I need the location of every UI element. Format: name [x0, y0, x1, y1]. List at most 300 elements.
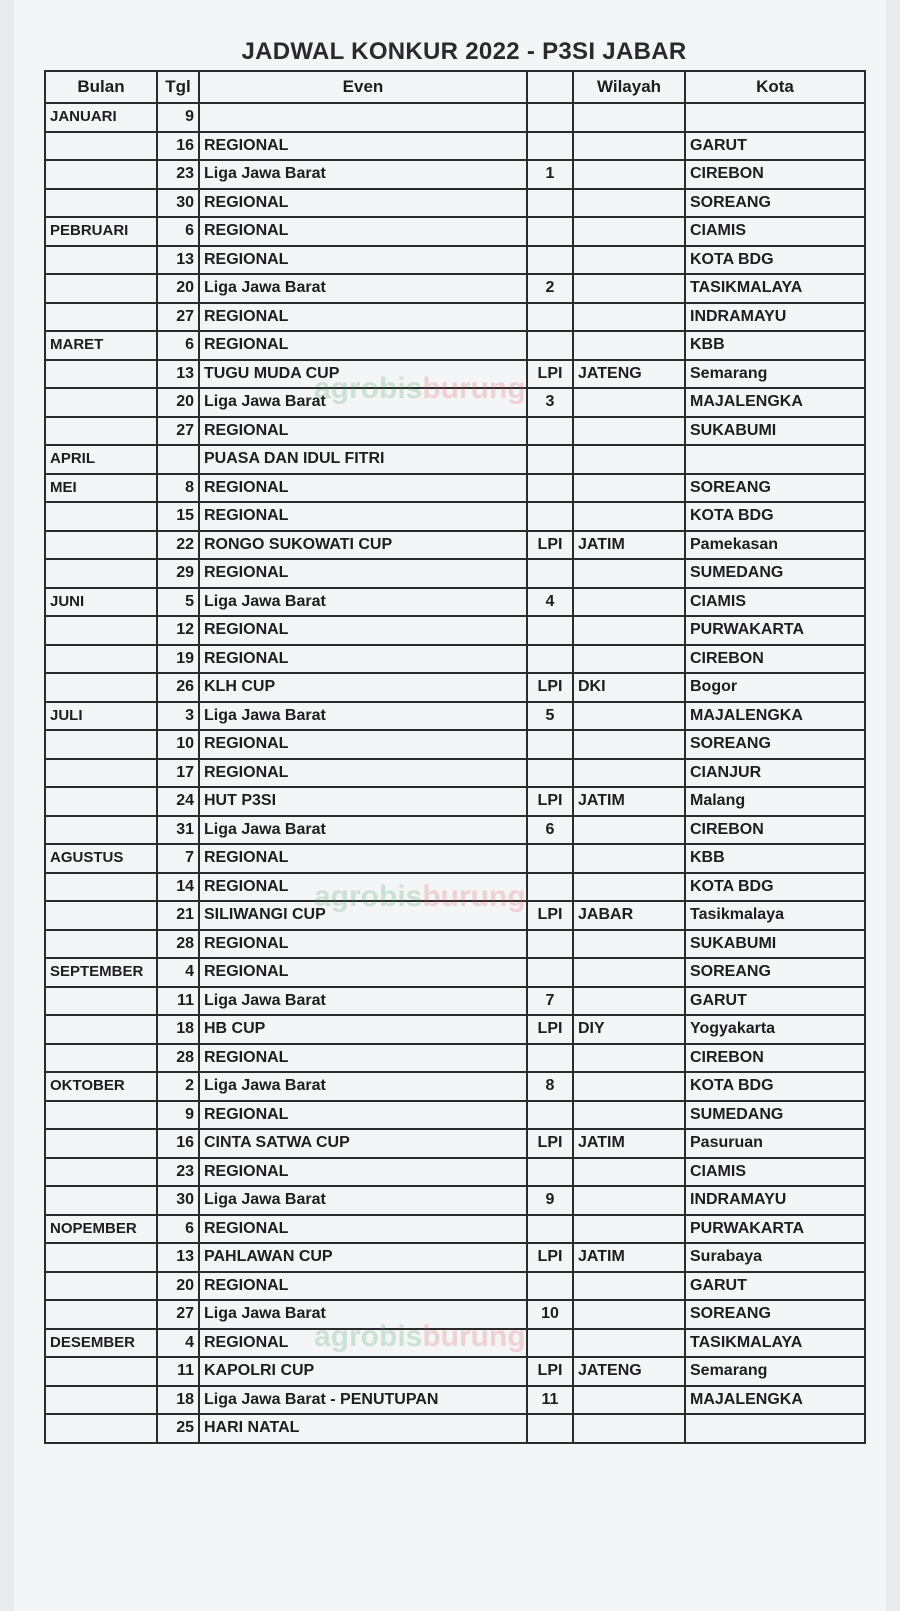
cell-bulan: DESEMBER	[45, 1329, 157, 1358]
schedule-table-header	[45, 71, 865, 103]
cell-bulan	[45, 901, 157, 930]
cell-kota: GARUT	[685, 1272, 865, 1301]
cell-tgl: 30	[157, 189, 199, 218]
cell-bulan: PEBRUARI	[45, 217, 157, 246]
cell-kota: KOTA BDG	[685, 246, 865, 275]
cell-tgl: 27	[157, 303, 199, 332]
cell-wilayah	[573, 588, 685, 617]
cell-even: PUASA DAN IDUL FITRI	[199, 445, 527, 474]
cell-even: REGIONAL	[199, 417, 527, 446]
cell-lpi: 1	[527, 160, 573, 189]
cell-tgl: 27	[157, 417, 199, 446]
cell-bulan	[45, 1300, 157, 1329]
cell-even: REGIONAL	[199, 474, 527, 503]
cell-kota: CIREBON	[685, 816, 865, 845]
table-row	[45, 417, 865, 446]
cell-lpi	[527, 132, 573, 161]
cell-even: Liga Jawa Barat - PENUTUPAN	[199, 1386, 527, 1415]
cell-tgl: 15	[157, 502, 199, 531]
cell-wilayah	[573, 559, 685, 588]
header-lpi	[527, 71, 573, 103]
table-row	[45, 901, 865, 930]
cell-tgl: 18	[157, 1386, 199, 1415]
cell-tgl: 6	[157, 217, 199, 246]
cell-wilayah	[573, 132, 685, 161]
cell-bulan	[45, 1386, 157, 1415]
cell-bulan	[45, 759, 157, 788]
cell-tgl: 13	[157, 246, 199, 275]
cell-lpi	[527, 1414, 573, 1443]
cell-bulan	[45, 388, 157, 417]
cell-even: REGIONAL	[199, 1044, 527, 1073]
cell-wilayah	[573, 816, 685, 845]
cell-bulan	[45, 987, 157, 1016]
cell-wilayah	[573, 1414, 685, 1443]
table-row	[45, 274, 865, 303]
cell-even: REGIONAL	[199, 930, 527, 959]
cell-bulan	[45, 1357, 157, 1386]
cell-kota: KOTA BDG	[685, 502, 865, 531]
cell-bulan: SEPTEMBER	[45, 958, 157, 987]
cell-even: REGIONAL	[199, 217, 527, 246]
cell-lpi	[527, 958, 573, 987]
cell-kota: Pamekasan	[685, 531, 865, 560]
cell-lpi	[527, 844, 573, 873]
cell-kota: KOTA BDG	[685, 873, 865, 902]
cell-bulan: OKTOBER	[45, 1072, 157, 1101]
cell-wilayah	[573, 616, 685, 645]
cell-tgl: 27	[157, 1300, 199, 1329]
cell-wilayah	[573, 702, 685, 731]
table-row	[45, 1414, 865, 1443]
cell-even: TUGU MUDA CUP	[199, 360, 527, 389]
cell-even: PAHLAWAN CUP	[199, 1243, 527, 1272]
cell-kota: SOREANG	[685, 189, 865, 218]
cell-tgl: 10	[157, 730, 199, 759]
cell-kota: SOREANG	[685, 1300, 865, 1329]
cell-bulan	[45, 873, 157, 902]
cell-even	[199, 103, 527, 132]
cell-even: REGIONAL	[199, 246, 527, 275]
cell-even: Liga Jawa Barat	[199, 274, 527, 303]
cell-tgl: 24	[157, 787, 199, 816]
table-row	[45, 1129, 865, 1158]
cell-kota	[685, 445, 865, 474]
table-row	[45, 559, 865, 588]
cell-wilayah	[573, 844, 685, 873]
cell-bulan	[45, 1414, 157, 1443]
cell-lpi: LPI	[527, 1243, 573, 1272]
cell-kota: SOREANG	[685, 474, 865, 503]
cell-tgl: 20	[157, 388, 199, 417]
schedule-table-body	[45, 103, 865, 1443]
cell-even: REGIONAL	[199, 958, 527, 987]
cell-tgl: 23	[157, 1158, 199, 1187]
table-row	[45, 987, 865, 1016]
cell-bulan: MEI	[45, 474, 157, 503]
table-row	[45, 1272, 865, 1301]
cell-bulan	[45, 1129, 157, 1158]
document-title: JADWAL KONKUR 2022 - P3SI JABAR	[241, 38, 687, 65]
table-row	[45, 388, 865, 417]
cell-kota: Malang	[685, 787, 865, 816]
cell-wilayah	[573, 1272, 685, 1301]
cell-kota: Surabaya	[685, 1243, 865, 1272]
cell-wilayah	[573, 217, 685, 246]
table-row	[45, 873, 865, 902]
cell-lpi	[527, 1329, 573, 1358]
cell-even: Liga Jawa Barat	[199, 1186, 527, 1215]
cell-even: Liga Jawa Barat	[199, 1300, 527, 1329]
cell-even: Liga Jawa Barat	[199, 160, 527, 189]
cell-tgl: 17	[157, 759, 199, 788]
cell-lpi	[527, 1158, 573, 1187]
cell-tgl: 29	[157, 559, 199, 588]
table-row	[45, 217, 865, 246]
cell-lpi: 9	[527, 1186, 573, 1215]
cell-wilayah	[573, 1186, 685, 1215]
table-row	[45, 759, 865, 788]
cell-lpi: LPI	[527, 360, 573, 389]
cell-wilayah	[573, 1072, 685, 1101]
cell-wilayah	[573, 930, 685, 959]
cell-bulan: JULI	[45, 702, 157, 731]
table-row	[45, 588, 865, 617]
cell-even: REGIONAL	[199, 331, 527, 360]
cell-lpi: LPI	[527, 901, 573, 930]
cell-tgl: 8	[157, 474, 199, 503]
cell-kota: KBB	[685, 844, 865, 873]
cell-kota: Pasuruan	[685, 1129, 865, 1158]
cell-even: REGIONAL	[199, 873, 527, 902]
cell-tgl: 12	[157, 616, 199, 645]
cell-kota: MAJALENGKA	[685, 702, 865, 731]
cell-wilayah	[573, 1329, 685, 1358]
cell-tgl: 20	[157, 274, 199, 303]
cell-bulan	[45, 1243, 157, 1272]
cell-bulan	[45, 930, 157, 959]
cell-even: REGIONAL	[199, 616, 527, 645]
cell-bulan	[45, 303, 157, 332]
cell-wilayah	[573, 103, 685, 132]
cell-bulan: APRIL	[45, 445, 157, 474]
cell-kota: Semarang	[685, 360, 865, 389]
table-row	[45, 1300, 865, 1329]
cell-bulan: JANUARI	[45, 103, 157, 132]
cell-bulan	[45, 132, 157, 161]
cell-lpi: 4	[527, 588, 573, 617]
cell-lpi: LPI	[527, 1015, 573, 1044]
cell-bulan	[45, 531, 157, 560]
cell-kota: CIAMIS	[685, 1158, 865, 1187]
cell-bulan	[45, 816, 157, 845]
cell-lpi	[527, 645, 573, 674]
cell-even: Liga Jawa Barat	[199, 702, 527, 731]
cell-bulan	[45, 1015, 157, 1044]
table-row	[45, 1072, 865, 1101]
cell-even: REGIONAL	[199, 759, 527, 788]
watermark-part1: agrobis	[314, 1320, 423, 1353]
cell-wilayah	[573, 189, 685, 218]
cell-wilayah	[573, 388, 685, 417]
cell-wilayah	[573, 160, 685, 189]
table-row	[45, 816, 865, 845]
watermark-part2: burung	[422, 1320, 526, 1353]
cell-lpi: LPI	[527, 531, 573, 560]
cell-tgl: 22	[157, 531, 199, 560]
cell-even: REGIONAL	[199, 645, 527, 674]
cell-kota: PURWAKARTA	[685, 1215, 865, 1244]
cell-even: REGIONAL	[199, 502, 527, 531]
cell-tgl: 6	[157, 1215, 199, 1244]
cell-bulan	[45, 189, 157, 218]
cell-bulan	[45, 673, 157, 702]
cell-tgl: 16	[157, 132, 199, 161]
cell-tgl: 20	[157, 1272, 199, 1301]
table-row	[45, 844, 865, 873]
cell-kota: MAJALENGKA	[685, 1386, 865, 1415]
cell-bulan	[45, 1158, 157, 1187]
cell-lpi	[527, 445, 573, 474]
cell-bulan	[45, 1044, 157, 1073]
cell-wilayah	[573, 759, 685, 788]
cell-tgl	[157, 445, 199, 474]
cell-even: REGIONAL	[199, 1215, 527, 1244]
cell-bulan	[45, 246, 157, 275]
cell-kota: CIREBON	[685, 160, 865, 189]
cell-tgl: 5	[157, 588, 199, 617]
cell-bulan	[45, 360, 157, 389]
table-row	[45, 160, 865, 189]
cell-even: Liga Jawa Barat	[199, 1072, 527, 1101]
cell-lpi: 3	[527, 388, 573, 417]
cell-wilayah	[573, 730, 685, 759]
cell-even: REGIONAL	[199, 1272, 527, 1301]
cell-wilayah	[573, 474, 685, 503]
cell-bulan	[45, 160, 157, 189]
cell-tgl: 2	[157, 1072, 199, 1101]
cell-wilayah	[573, 445, 685, 474]
cell-kota: KBB	[685, 331, 865, 360]
table-row	[45, 1386, 865, 1415]
cell-lpi	[527, 873, 573, 902]
cell-bulan	[45, 559, 157, 588]
header-wilayah: Wilayah	[573, 71, 685, 103]
cell-kota	[685, 1414, 865, 1443]
cell-even: HUT P3SI	[199, 787, 527, 816]
cell-kota: SUKABUMI	[685, 417, 865, 446]
cell-lpi: LPI	[527, 673, 573, 702]
cell-lpi	[527, 189, 573, 218]
cell-wilayah: JATIM	[573, 1243, 685, 1272]
table-row	[45, 930, 865, 959]
cell-lpi: LPI	[527, 1129, 573, 1158]
cell-kota: Yogyakarta	[685, 1015, 865, 1044]
table-row	[45, 189, 865, 218]
cell-tgl: 18	[157, 1015, 199, 1044]
cell-bulan: JUNI	[45, 588, 157, 617]
cell-wilayah	[573, 1215, 685, 1244]
cell-even: KAPOLRI CUP	[199, 1357, 527, 1386]
cell-bulan: NOPEMBER	[45, 1215, 157, 1244]
cell-bulan	[45, 730, 157, 759]
cell-tgl: 9	[157, 103, 199, 132]
cell-tgl: 11	[157, 987, 199, 1016]
cell-lpi	[527, 1272, 573, 1301]
table-row	[45, 1158, 865, 1187]
cell-even: Liga Jawa Barat	[199, 987, 527, 1016]
cell-lpi: 7	[527, 987, 573, 1016]
cell-wilayah: JATIM	[573, 1129, 685, 1158]
table-row	[45, 303, 865, 332]
cell-even: REGIONAL	[199, 303, 527, 332]
cell-tgl: 13	[157, 360, 199, 389]
cell-even: CINTA SATWA CUP	[199, 1129, 527, 1158]
cell-kota: CIANJUR	[685, 759, 865, 788]
watermark-part2: burung	[422, 880, 526, 913]
cell-kota: SOREANG	[685, 730, 865, 759]
cell-kota: PURWAKARTA	[685, 616, 865, 645]
cell-even: Liga Jawa Barat	[199, 588, 527, 617]
cell-lpi: 10	[527, 1300, 573, 1329]
cell-even: SILIWANGI CUP	[199, 901, 527, 930]
cell-lpi	[527, 303, 573, 332]
cell-wilayah	[573, 1386, 685, 1415]
cell-even: REGIONAL	[199, 1329, 527, 1358]
table-row	[45, 1101, 865, 1130]
header-tgl: Tgl	[157, 71, 199, 103]
table-row	[45, 103, 865, 132]
cell-wilayah: DIY	[573, 1015, 685, 1044]
cell-even: KLH CUP	[199, 673, 527, 702]
table-row	[45, 702, 865, 731]
table-row	[45, 673, 865, 702]
cell-lpi: 5	[527, 702, 573, 731]
cell-wilayah	[573, 987, 685, 1016]
table-row	[45, 531, 865, 560]
cell-even: RONGO SUKOWATI CUP	[199, 531, 527, 560]
cell-kota: GARUT	[685, 987, 865, 1016]
cell-wilayah	[573, 331, 685, 360]
table-row	[45, 730, 865, 759]
cell-lpi: 6	[527, 816, 573, 845]
cell-kota: SUMEDANG	[685, 1101, 865, 1130]
cell-kota: INDRAMAYU	[685, 303, 865, 332]
table-row	[45, 360, 865, 389]
table-row	[45, 1215, 865, 1244]
cell-bulan	[45, 1101, 157, 1130]
table-row	[45, 616, 865, 645]
cell-tgl: 7	[157, 844, 199, 873]
table-row	[45, 246, 865, 275]
cell-bulan	[45, 502, 157, 531]
header-kota: Kota	[685, 71, 865, 103]
table-row	[45, 331, 865, 360]
cell-kota: KOTA BDG	[685, 1072, 865, 1101]
cell-tgl: 11	[157, 1357, 199, 1386]
cell-even: REGIONAL	[199, 132, 527, 161]
cell-wilayah: JATENG	[573, 1357, 685, 1386]
watermark-part1: agrobis	[314, 372, 423, 405]
cell-even: REGIONAL	[199, 1158, 527, 1187]
cell-kota: CIREBON	[685, 1044, 865, 1073]
cell-kota: Bogor	[685, 673, 865, 702]
cell-tgl: 3	[157, 702, 199, 731]
cell-even: HB CUP	[199, 1015, 527, 1044]
watermark-part2: burung	[422, 372, 526, 405]
cell-wilayah: JATIM	[573, 787, 685, 816]
watermark-part1: agrobis	[314, 880, 423, 913]
cell-even: REGIONAL	[199, 1101, 527, 1130]
cell-bulan: AGUSTUS	[45, 844, 157, 873]
cell-lpi	[527, 103, 573, 132]
cell-wilayah	[573, 303, 685, 332]
cell-wilayah	[573, 502, 685, 531]
cell-lpi	[527, 474, 573, 503]
cell-bulan	[45, 1272, 157, 1301]
cell-bulan	[45, 417, 157, 446]
header-row	[45, 71, 865, 103]
cell-lpi	[527, 1044, 573, 1073]
cell-lpi	[527, 1215, 573, 1244]
table-row	[45, 502, 865, 531]
cell-bulan	[45, 274, 157, 303]
cell-tgl: 28	[157, 930, 199, 959]
cell-lpi	[527, 331, 573, 360]
table-row	[45, 787, 865, 816]
cell-bulan	[45, 645, 157, 674]
cell-lpi: 2	[527, 274, 573, 303]
cell-bulan	[45, 616, 157, 645]
table-row	[45, 1329, 865, 1358]
cell-even: HARI NATAL	[199, 1414, 527, 1443]
cell-lpi	[527, 417, 573, 446]
cell-wilayah	[573, 1101, 685, 1130]
cell-wilayah	[573, 645, 685, 674]
cell-tgl: 4	[157, 1329, 199, 1358]
table-row	[45, 1243, 865, 1272]
table-row	[45, 1357, 865, 1386]
cell-lpi	[527, 217, 573, 246]
cell-lpi	[527, 930, 573, 959]
header-bulan: Bulan	[45, 71, 157, 103]
cell-kota: SUMEDANG	[685, 559, 865, 588]
table-row	[45, 132, 865, 161]
cell-wilayah	[573, 958, 685, 987]
cell-tgl: 16	[157, 1129, 199, 1158]
table-row	[45, 1015, 865, 1044]
cell-bulan	[45, 1186, 157, 1215]
cell-even: REGIONAL	[199, 730, 527, 759]
cell-wilayah	[573, 417, 685, 446]
cell-kota: INDRAMAYU	[685, 1186, 865, 1215]
cell-tgl: 4	[157, 958, 199, 987]
cell-tgl: 9	[157, 1101, 199, 1130]
cell-kota: CIREBON	[685, 645, 865, 674]
cell-tgl: 26	[157, 673, 199, 702]
cell-tgl: 14	[157, 873, 199, 902]
cell-tgl: 31	[157, 816, 199, 845]
cell-kota: MAJALENGKA	[685, 388, 865, 417]
cell-wilayah	[573, 274, 685, 303]
table-row	[45, 958, 865, 987]
cell-wilayah: JATIM	[573, 531, 685, 560]
cell-lpi: 11	[527, 1386, 573, 1415]
cell-tgl: 30	[157, 1186, 199, 1215]
header-even: Even	[199, 71, 527, 103]
table-row	[45, 445, 865, 474]
cell-bulan	[45, 787, 157, 816]
